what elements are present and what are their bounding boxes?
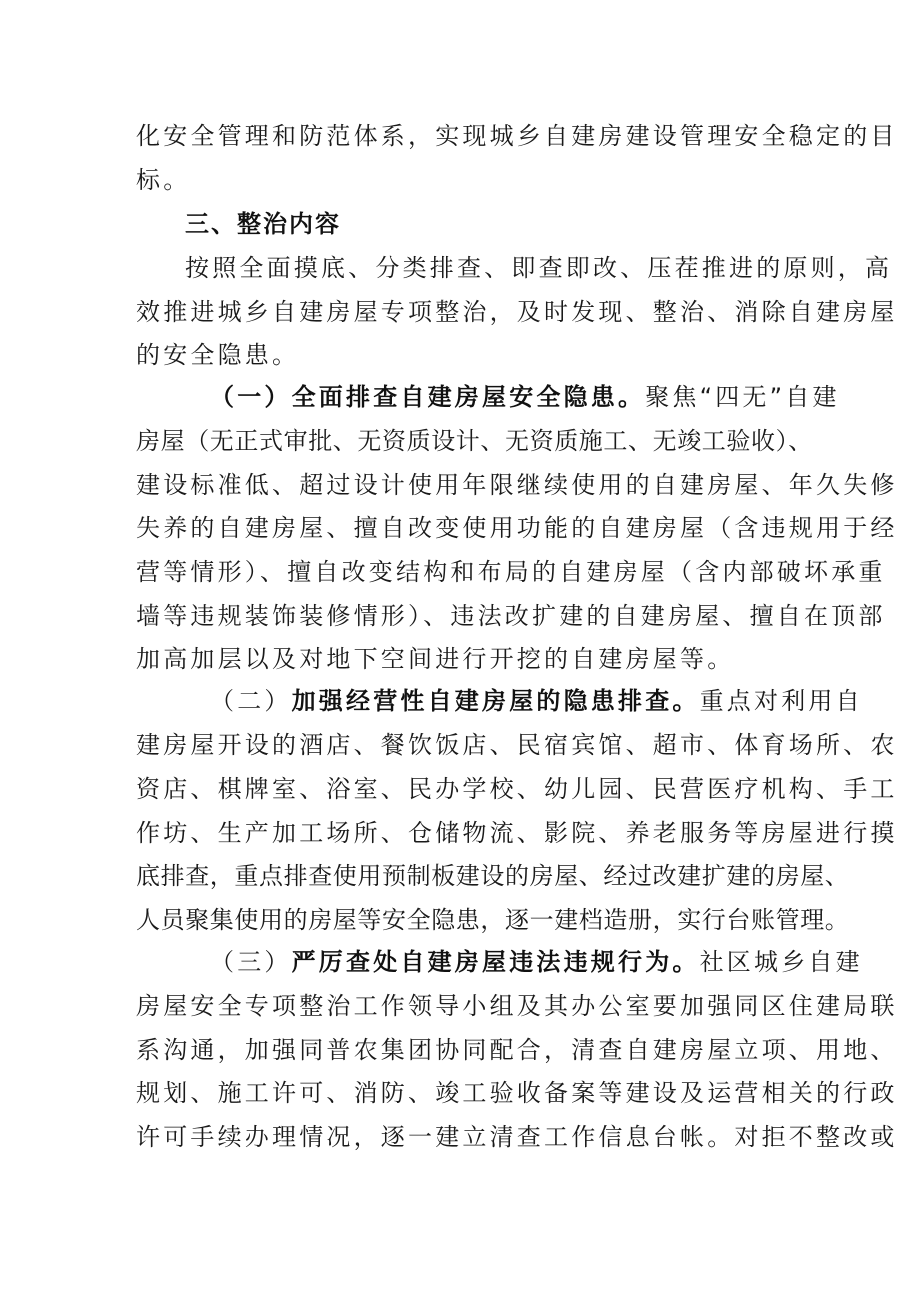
item-2-label: 加强经营性自建房屋的隐患排查。 (291, 687, 700, 715)
paragraph-line: 效推进城乡自建房屋专项整治，及时发现、整治、消除自建房屋 (136, 298, 898, 326)
item-1-first-line (210, 379, 840, 415)
item-3-rest: 社区城乡自建 (699, 948, 863, 976)
item-1-rest: 聚焦“四无”自建 (645, 383, 840, 411)
item-3-number: （三） (210, 948, 292, 976)
paragraph-line: 按照全面摸底、分类排查、即查即改、压茬推进的原则，高 (185, 254, 893, 282)
paragraph-line: 建房屋开设的酒店、餐饮饭店、民宿宾馆、超市、体育场所、农 (136, 731, 898, 759)
paragraph-line: 系沟通，加强同普农集团协同配合，清查自建房屋立项、用地、 (136, 1036, 898, 1064)
item-2-rest: 重点对利用自 (699, 687, 863, 715)
paragraph-line: 人员聚集使用的房屋等安全隐患，逐一建档造册，实行台账管理。 (136, 906, 850, 934)
item-2-first-line (210, 683, 863, 719)
section-heading: 三、整治内容 (185, 210, 341, 238)
paragraph-line: 底排查，重点排查使用预制板建设的房屋、经过改建扩建的房屋、 (136, 862, 850, 890)
paragraph-line: 墙等违规装饰装修情形）、违法改扩建的自建房屋、擅自在顶部 (136, 602, 886, 630)
paragraph-line: 资店、棋牌室、浴室、民办学校、幼儿园、民营医疗机构、手工 (136, 775, 898, 803)
paragraph-line: 规划、施工许可、消防、竣工验收备案等建设及运营相关的行政 (136, 1079, 898, 1107)
item-2-number: （二） (210, 687, 292, 715)
item-3-label: 严厉查处自建房屋违法违规行为。 (291, 948, 700, 976)
paragraph-line: 房屋（无正式审批、无资质设计、无资质施工、无竣工验收）、 (136, 427, 813, 455)
paragraph-line: 加高加层以及对地下空间进行开挖的自建房屋等。 (136, 645, 735, 673)
paragraph-line: 建设标准低、超过设计使用年限继续使用的自建房屋、年久失修 (136, 471, 898, 499)
intro-line: 标。 (136, 166, 191, 194)
paragraph-line: 作坊、生产加工场所、仓储物流、影院、养老服务等房屋进行摸 (136, 819, 898, 847)
paragraph-line: 营等情形）、擅自改变结构和布局的自建房屋（含内部破坏承重 (136, 558, 886, 586)
paragraph-line: 房屋安全专项整治工作领导小组及其办公室要加强同区住建局联 (136, 992, 898, 1020)
item-3-first-line (210, 944, 863, 980)
paragraph-line: 许可手续办理情况，逐一建立清查工作信息台帐。对拒不整改或 (136, 1123, 898, 1151)
item-1-label: （一）全面排查自建房屋安全隐患。 (210, 383, 646, 411)
paragraph-line: 失养的自建房屋、擅自改变使用功能的自建房屋（含违规用于经 (136, 514, 898, 542)
paragraph-line: 的安全隐患。 (136, 341, 300, 369)
intro-line: 化安全管理和防范体系，实现城乡自建房建设管理安全稳定的目 (136, 122, 898, 150)
